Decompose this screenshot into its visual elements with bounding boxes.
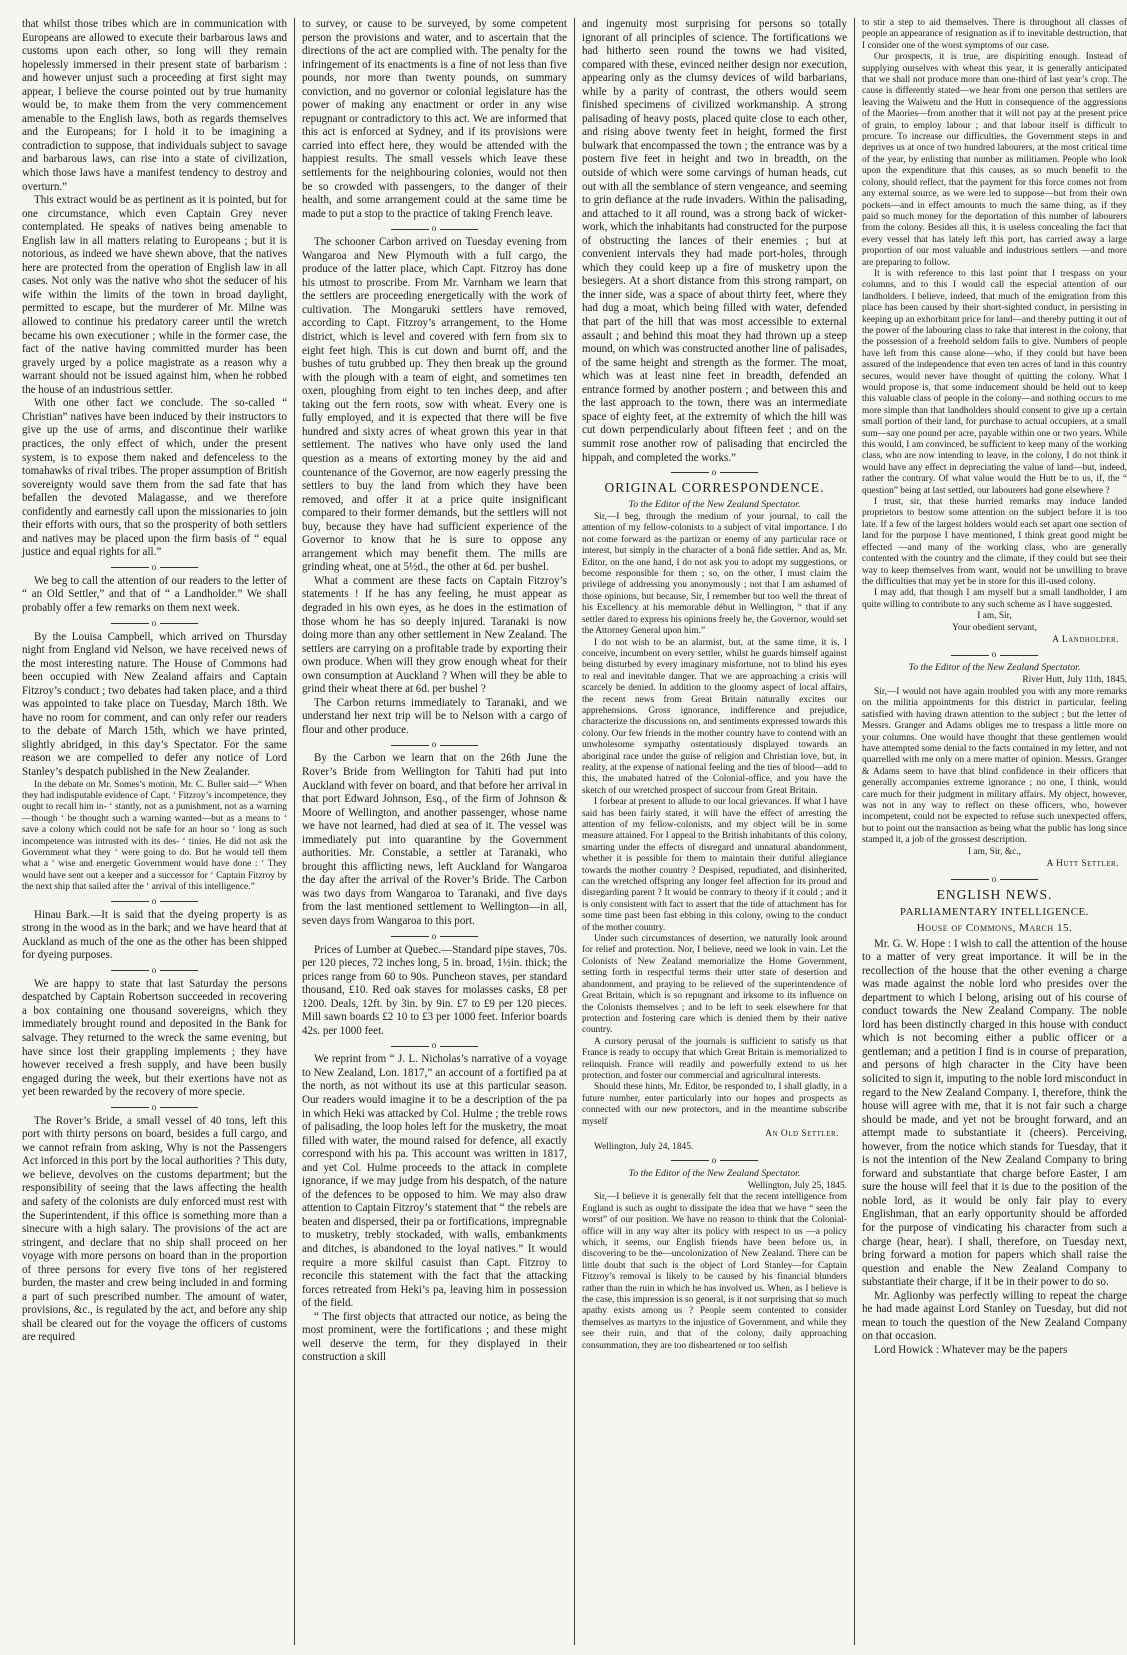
- article-paragraph: Hinau Bark.—It is said that the dyeing property is as strong in the wood as in the bark; and we have heard that at Auckland as much of the one as the other has been shipped for dyeing purposes.: [22, 908, 287, 962]
- article-paragraph: Wellington, July 24, 1845.: [594, 1141, 694, 1152]
- article-paragraph: We beg to call the attention of our readers to the letter of “ an Old Settler,” and that of “ a Landholder.” We shall probably offer a few remarks on them next week.: [22, 574, 287, 614]
- section-separator: o: [22, 1102, 287, 1112]
- column-rule: [574, 18, 575, 1645]
- article-paragraph: We reprint from “ J. L. Nicholas’s narrative of a voyage to New Zealand, Lon. 1817,” an account of a fortified pa at the north, as not without its use at this particular season. Our readers would imagine it to be a description of the pa in which Heki was attacked by Col. Hulme ; the treble rows of palisading, the loop holes left for the musketry, the moat filled with water, the mound raised for defence, all exactly correspond with his pa. This account was written in 1817, and yet Col. Hulme proceeds to the attack in complete ignorance, if we may judge from his despatch, of the nature of the defences to be opposed to him. We may also draw attention to Captain Fitzroy’s statement that “ the rebels are beaten and dispersed, their pa or fortifications, impregnable to musketry, trebly stockaded, with walls, embankments and ditches, is abandoned to the loyal natives.” It would require a more skilful casuist than Capt. Fitzroy to reconcile this statement with the fact that the attacking forces retreated from Heki’s pa, leaving him in possession of the field.: [302, 1053, 567, 1310]
- letter-signature: A Hutt Settler.: [1046, 858, 1119, 869]
- article-paragraph: “ The first objects that attracted our notice, as being the most prominent, were the fortifications ; and these might well deserve the term, for they displayed in their construction a skill: [302, 1310, 567, 1364]
- article-paragraph: I forbear at present to allude to our local grievances. If what I have said has been fairly stated, it will have the effect of arresting the attention of my fellow-colonists, and my object will be in some measure attained. For I appeal to the British inhabitants of this colony, smarting under the effects of disregard and unnatural abandonment, whether it is possible for them to maintain their dutiful allegiance towards the mother country ? Despised, repudiated, and disinherited, can the wretched offspring any longer feel affection for its proud and disregarding parent ? It would be contrary to theory if it could ; and it is only consistent with fact to assert that the tide of attachment has for some time past been fast ebbing in this colony, owing to the conduct of the mother country.: [582, 797, 847, 933]
- column-rule: [854, 18, 855, 1645]
- article-paragraph: We are happy to state that last Saturday the persons despatched by Captain Robertson succeeded in recovering a box containing one thousand sovereigns, which they immediately brought round and deposited in the Bank for salvage. They returned to the wreck the same evening, but have since lost their grappling implements ; they have however received a fresh supply, and have been busily engaged during the week, but their exertions have not as yet been rewarded by the recovery of more specie.: [22, 977, 287, 1099]
- letter-closing: Your obedient servant,: [952, 622, 1037, 633]
- column-2: [302, 18, 567, 1645]
- section-separator: o: [862, 874, 1127, 884]
- article-paragraph: Prices of Lumber at Quebec.—Standard pipe staves, 70s. per 120 pieces, 72 inches long, 5 in. broad, 1½in. thick; the prices range from 60 to 90s. Puncheon staves, per standard thousand, £10. Red oak staves for molasses casks, £8 per 1200. Deals, 12ft. by 3in. by 9in. £7 to £9 per 120 pieces. Mill sawn boards £2 10 to £3 per 1000 feet. Inferior boards 42s. per 1000 feet.: [302, 943, 567, 1037]
- section-separator: o: [302, 739, 567, 749]
- section-separator: o: [302, 1040, 567, 1050]
- article-paragraph: A cursory perusal of the journals is sufficient to satisfy us that France is ready to occupy that which Great Britain is memorialized to relinquish. France will readily and powerfully extend to us her protection, and foster our commercial and agricultural interests.: [582, 1036, 847, 1081]
- section-separator: o: [22, 896, 287, 906]
- article-paragraph: Lord Howick : Whatever may be the papers: [874, 1343, 1068, 1356]
- article-paragraph: By the Carbon we learn that on the 26th June the Rover’s Bride from Wellington for Tahiti had put into Auckland with fever on board, and that before her arrival in that port Edward Johnson, Esq., of the firm of Johnson & Moore of Wellington, and another passenger, whose name we have not learned, had died at sea of it. The vessel was immediately put into quarantine by the Government authorities. Mr. Constable, a settler at Taranaki, who brought this afflicting news, left Auckland for Wangaroa the day after the arrival of the Rover’s Bride. The Carbon was two days from Wangaroa to Taranaki, and five days from the last mentioned settlement to Wellington—in all, seven days from Wangaroa to this port.: [302, 752, 567, 927]
- article-paragraph: I may add, that though I am myself but a small landholder, I am quite willing to contribute to any such scheme as I have suggested.: [862, 588, 1127, 610]
- letter-signature: An Old Settler.: [765, 1128, 839, 1139]
- section-separator: o: [582, 1155, 847, 1165]
- section-separator: o: [302, 931, 567, 941]
- section-heading: ORIGINAL CORRESPONDENCE.: [604, 480, 825, 496]
- section-separator: o: [582, 467, 847, 477]
- section-subheading: House of Commons, March 15.: [916, 921, 1073, 934]
- article-paragraph: Sir,—I beg, through the medium of your journal, to call the attention of my fellow-colonists to a subject of vital importance. I do not come forward as the partizan or enemy of any particular race or interest, but simply in the character of a bonâ fide settler. And as, Mr. Editor, on the one hand, I do not ask you to adopt my suggestions, or become responsible for them ; so, on the other, I must claim the privilege of addressing you anonymously ; not that I am ashamed of those opinions, but because, Sir, I remember but too well the threat of his Excellency at his memorable début in Wellington, “ that if any settler dared to express his opinions freely he, the Governor, would set the Attorney General upon him.”: [582, 512, 847, 637]
- article-paragraph: Our prospects, it is true, are dispiriting enough. Instead of supplying ourselves with wheat this year, it is generally anticipated that we shall not produce more than one-third of last year’s crop. The cause is differently stated—we hear from one person that settlers are leaving the Waiwetu and the Hutt in consequence of the aggressions of the Maories—from another that it will not pay at the present price of grain, to employ labour ; and that labour itself is difficult to procure. To increase our difficulties, the Government steps in and deprives us at once of two hundred labourers, at the most critical time of the year, by enlisting that number as militiamen. People who look upon the expenditure that this causes, as so much benefit to the colony, should reflect, that the payment for this force comes not from any external source, as we were led to suppose—but from their own pockets—and in effect amounts to much the same thing, as if they paid so much money for the deportation of this number of labourers from the colony. Besides all this, it is useless concealing the fact that every vessel that has lately left this port, has carried away a large proportion of our most valuable and industrious settlers —and more are preparing to follow.: [862, 52, 1127, 268]
- letter-salutation-header: To the Editor of the New Zealand Spectator.: [908, 662, 1081, 674]
- article-paragraph: Mr. G. W. Hope : I wish to call the attention of the house to a matter of very great importance. It will be in the recollection of the house that the other evening a charge was made against the noble lord who presides over the department to which I belong, arising out of his course of conduct towards the New Zealand Company. The noble lord has been distinctly charged in this house with conduct which is not becoming either a public officer or a gentleman; and a petition I find is in course of preparation, and persons of high character in the City have been solicited to sign it, imputing to the noble lord misconduct in regard to the New Zealand Company. I, therefore, think the house will agree with me, that it is not fair such a charge should be made, and yet not be brought forward, and an attempt made to substantiate it (cheers). Perceiving, however, from the notice which stands for Tuesday, that it is not the intention of the New Zealand Company to bring forward and substantiate that charge before Easter, I am sure the house will feel that it is due to the position of the noble lord, as it would be only fair play to every Englishman, that an early opportunity should be afforded for the purpose of vindicating his character from such a charge (hear, hear). I shall, therefore, on Tuesday next, bring forward a motion for papers which shall raise the question and enable the New Zealand Company to substantiate their charge, if it be in their power to do so.: [862, 937, 1127, 1289]
- letter-salutation-header: To the Editor of the New Zealand Spectator.: [628, 1167, 801, 1179]
- article-paragraph: It is with reference to this last point that I trespass on your columns, and to this I would call the especial attention of our landholders. I believe, indeed, that much of the emigration from this place has been caused by their short-sighted conduct, in persisting in keeping up an exhorbitant price for land—and thereby putting it out of the power of the labouring class to take that interest in the colony, that the possession of a freehold seldom fails to give. Numbers of people have left from this cause alone—who, if they could but have been assured of the independence that even ten acres of land in this country secures, would never have thought of quitting the colony. What I would propose is, that some inducement should be held out to keep this valuable class of people in the colony—and nothing occurs to me more simple than that landholders should consent to give up a certain small portion of their land, for purchase to actual occupiers, at a small sum—say one pound per acre, payable within one or two years. While this would, I am convinced, be sufficient to keep many of the working class, who are now intending to leave, in the colony, I do not think it would have any effect in depreciating the value of land—but, indeed, rather the contrary. Of what value would the Hutt be to us, if, the “ question” being at last settled, our labourers had gone elsewhere ?: [862, 268, 1127, 496]
- section-separator: o: [22, 618, 287, 628]
- article-paragraph: Sir,—I believe it is generally felt that the recent intelligence from England is such as ought to dissipate the idea that we have “ seen the worst” of our position. We have no reason to think that the Colonial-office will in any way alter its policy with respect to us —a policy which, it seems, our English friends have been before us, in discovering to be the—uncolonization of New Zealand. There can be little doubt that such is the object of Lord Stanley—for Captain Fitzroy’s removal is likely to be caused by his financial blunders rather than the ruin in which he has involved us. When, as I believe is the case, this impression is so general, is it not surprising that so much apathy exists among us ? People seem contented to consider themselves as martyrs to the injustice of Government, and while they see their ruin, and that of the colony, daily approaching consummation, they are too disheartened or too selfish: [582, 1192, 847, 1351]
- dateline: River Hutt, July 11th, 1845.: [1022, 675, 1127, 686]
- article-paragraph: In the debate on Mr. Somes’s motion, Mr. C. Buller said—“ When they had indisputable evidence of Capt. ‘ Fitzroy’s incompetence, they ought to recall him in- ‘ stantly, not as a punishment, not as a warning—though ‘ be thought such a warning wanted—but as a means to ‘ save a colony which could not be safe for an hour so ‘ long as such incompetence was intrusted with its des- ‘ tinies. He did not ask the Government what they ‘ were going to do. But he would tell them what a ‘ wise and energetic Government would have done : ‘ They would have sent out a keeper and a successor for ‘ Captain Fitzroy by the next ship that sailed after the ‘ arrival of this intelligence.”: [22, 779, 287, 893]
- section-separator: o: [862, 649, 1127, 659]
- article-paragraph: Under such circumstances of desertion, we naturally look around for relief and protection. Nor, I believe, need we look in vain. Let the Colonists of New Zealand memorialize the Home Government, setting forth in respectful terms their utter state of desertion and abandonment, and praying to be relieved of the superintendence of Great Britain, which is so repugnant and irksome to its influence on the Colonists themselves ; and to be left to seek elsewhere for that protection and fostering care which is denied them by their native country.: [582, 934, 847, 1036]
- article-paragraph: Should these hints, Mr. Editor, be responded to, I shall gladly, in a future number, enter particularly into our hopes and prospects as connected with our new protectors, and in the meantime subscribe myself: [582, 1082, 847, 1127]
- article-paragraph: to survey, or cause to be surveyed, by some competent person the provisions and water, and to ascertain that the directions of the act are complied with. The penalty for the infringement of its enactments is a fine of not less than five pounds, nor more than twenty pounds, on summary conviction, and no governor or colonial legislature has the power of making any enactment or order in any wise repugnant or contradictory to this act. We are informed that this act is enforced at Sydney, and if its provisions were carried into effect here, they would be attended with the happiest results. The small vessels which leave these settlements for the neighbouring colonies, would not then be so crowded with passengers, to the danger of their health, and some arrangement could at the same time be made to put a stop to the practice of taking French leave.: [302, 18, 567, 220]
- article-paragraph: that whilst those tribes which are in communication with Europeans are allowed to execute their barbarous laws and customs upon each other, so long will they remain hopelessly immersed in their present state of barbarism : and however unjust such a proceeding at first sight may appear, I believe the course pointed out by true humanity would be, to make them from the very commencement amenable to the English laws, both as regards themselves and the Europeans; for I hold it to be imagining a contradiction to suppose, that individuals subject to savage and barbarous laws, can rise into a state of civilization, which those laws have a manifest tendency to destroy and overturn.”: [22, 18, 287, 193]
- column-4: [862, 18, 1127, 1645]
- dateline: Wellington, July 25, 1845.: [747, 1180, 847, 1191]
- article-paragraph: I trust, sir, that these hurried remarks may induce landed proprietors to bestow some attention on the subject before it is too late. If a few of the largest holders would each set apart one section of land for the purpose I have mentioned, I think great good might be effected —and many of the working class, who are generally contented with the country and the climate, if they could but see their way to keep themselves from want, would not be unwilling to brave the difficulties that may yet be in store for this ill-used colony.: [862, 497, 1127, 587]
- section-subheading: PARLIAMENTARY INTELLIGENCE.: [899, 905, 1090, 918]
- article-paragraph: to stir a step to aid themselves. There is throughout all classes of people an appearance of resignation as if to inevitable destruction, that I consider one of the worst symptoms of our case.: [862, 18, 1127, 51]
- letter-salutation-header: To the Editor of the New Zealand Spectator.: [628, 499, 801, 511]
- article-paragraph: The Rover’s Bride, a small vessel of 40 tons, left this port with thirty persons on board, besides a full cargo, and we cannot refrain from asking, Why is not the Passengers Act inforced in this port by the local authorities ? This duty, we believe, devolves on the customs department; but the responsibility of seeing that the laws affecting the health and safety of the colonists are duly enforced must rest with the Superintendent, if this office is something more than a sinecure with a high salary. The provisions of the act are stringent, and declare that no ship shall proceed on her voyage with more persons on board than in the proportion of three persons for every five tons of her registered burden, the master and crew being included in and forming a part of such prescribed number. The amount of water, provisions, &c., is regulated by the act, and before any ship shall be cleared out for the voyage the officers of customs are required: [22, 1114, 287, 1344]
- letter-closing: I am, Sir,: [977, 611, 1012, 622]
- letter-closing: I am, Sir, &c.,: [968, 846, 1021, 857]
- article-paragraph: What a comment are these facts on Captain Fitzroy’s statements ! If he has any feeling, he must appear as degraded in his own eyes, as he does in the estimation of those whom he has so deeply injured. Taranaki is now doing more than any other settlement in New Zealand. The settlers are carrying on a profitable trade by exporting their own produce. When will they grow enough wheat for their own consumption at Auckland ? When will they be able to grind their wheat there at 6d. per bushel ?: [302, 574, 567, 696]
- article-paragraph: I do not wish to be an alarmist, but, at the same time, it is, I conceive, incumbent on every settler, whilst he guards himself against being disturbed by every imaginary misfortune, not to blind his eyes to real and inevitable danger. That we are approaching a crisis will scarcely be denied. In addition to the gloomy aspect of local affairs, the recent news from Great Britain naturally excites our apprehensions. Gross ignorance, indifference and prejudice, characterize the discussions on, and sentiments expressed towards this colony. Our few friends in the mother country have to contend with an unwholesome sympathy ostentatiously displayed towards an aboriginal race under the guise of religion and Christian love, but, in reality, at the expense of national feeling and the ties of blood—add to this, the unabated hatred of the Colonial-office, and you have the sketch of our wretched prospect of succour from Great Britain.: [582, 637, 847, 796]
- section-heading: ENGLISH NEWS.: [936, 886, 1053, 902]
- article-paragraph: The schooner Carbon arrived on Tuesday evening from Wangaroa and New Plymouth with a full cargo, the produce of the latter place, which Capt. Fitzroy has done his utmost to proscribe. From Mr. Varnham we learn that the settlers are proceeding energetically with the work of cultivation. The Mongaruki settlers have removed, according to Capt. Fitzroy’s arrangement, to the Home district, which is level and covered with fern from six to eight feet high. This is cut down and burnt off, and the bushes of tutu grubbed up. They then break up the ground with the plough with a team of eight, and sometimes ten oxen, ploughing from eight to ten inches deep, and after taking out the fern roots, sow with wheat. Every one is fully employed, and it is expected that there will be five hundred and sixty acres of wheat grown this year in that settlement. The natives who have only used the land question as a means of extorting money by the aid and countenance of the Governor, are now eagerly pressing the settlers to buy the land from which they have been removed, and offer it at a price quite insignificant compared to their former demands, but the settlers will not buy, because they have had sufficient experience of the Governor to know that he is sure to oppose any arrangement which may benefit them. The mills are grinding wheat, one at 5½d., the other at 6d. per bushel.: [302, 236, 567, 574]
- article-paragraph: Sir,—I would not have again troubled you with any more remarks on the militia appointments for this district in particular, feeling satisfied with having drawn attention to the subject ; but the letter of Messrs. Granger and Adams obliges me to trespass a little more on your columns. One would have thought that these gentlemen would have attempted some denial to the facts contained in my letter, and not quarrelled with me only on a mere matter of opinion. Messrs. Granger & Adams seem to have that blind confidence in their officers that generally accompanies extreme ignorance ; no one, I think, would care much for their judgment in military affairs. My object, however, was not in any way to reflect on these officers, who, however incompetent, could not be expected to refuse such unexpected offers, but to point out the transaction as being what the public has long since stamped it, a job of the grossest description.: [862, 686, 1127, 846]
- article-paragraph: With one other fact we conclude. The so-called “ Christian” natives have been induced by their instructors to give up the use of arms, and discontinue their warlike practices, the only effect of which, under the present system, is to expose them naked and defenceless to the tomahawks of rival tribes. The proper assumption of British sovereignty would save them from the sad fate that has befallen the devoted Malagasse, and we therefore confidently and earnestly call upon the missionaries to join their efforts with ours, that so the prosperity of both settlers and natives may be placed upon the firm basis of “ equal justice and equal rights for all.”: [22, 397, 287, 559]
- section-separator: o: [22, 562, 287, 572]
- section-separator: o: [22, 965, 287, 975]
- column-1: [22, 18, 287, 1645]
- column-3: [582, 18, 847, 1645]
- letter-signature: A Landholder.: [1052, 634, 1119, 645]
- article-paragraph: The Carbon returns immediately to Taranaki, and we understand her next trip will be to Nelson with a cargo of flour and other produce.: [302, 696, 567, 736]
- article-paragraph: and ingenuity most surprising for persons so totally ignorant of all principles of science. The fortifications we had hitherto seen round the towns we had visited, compared with these, evinced neither design nor execution, appearing only as the clumsy devices of wild barbarians, while by a parity of contrast, the others would seem finished specimens of civilized workmanship. A strong palisading of heavy posts, placed quite close to each other, and rising above twenty feet in height, formed the first bulwark that encompassed the town ; the entrance was by a postern five feet in height and two in breadth, on the outside of which were some carvings of human heads, cut out with all the semblance of stern vengeance, and seeming to grin defiance at the rude invaders. Within the palisading, and attached to it all round, was a strong back of wicker-work, which the inhabitants had constructed for the purpose of obstructing the lances of their enemies ; but at convenient intervals they had made port-holes, through which they could keep up a fire of musketry upon the besiegers. At a short distance from this strong rampart, on the inner side, was a space of about thirty feet, where they had dug a moat, which being filled with water, defended that part of the hill that was most accessible to external assault ; and behind this moat they had thrown up a steep mound, on which was constructed another line of palisades, of the same height and strength as the former. The moat, which was at least nine feet in breadth, defended an entrance formed by another postern ; and between this and the last approach to the town, there was an intermediate space of eighty feet, at the extremity of which the hill was cut down perpendicularly about fifteen feet ; and on the summit rose another row of palisading that encircled the hippah, and completed the works.”: [582, 18, 847, 464]
- article-paragraph: By the Louisa Campbell, which arrived on Thursday night from England vid Nelson, we have received news of the most interesting nature. The House of Commons had been occupied with New Zealand affairs and Captain Fitzroy’s conduct ; two debates had taken place, and a third was appointed to take place on Tuesday, March 18th. We have no room for comment, and can only refer our readers to the debate of March 15th, which we have printed, slightly abridged, in this day’s Spectator. For the same reason we are compelled to defer any notice of Lord Stanley’s despatch published in the New Zealander.: [22, 630, 287, 778]
- article-paragraph: This extract would be as pertinent as it is pointed, but for one circumstance, which even Captain Grey never contemplated. He speaks of natives being amenable to English law in all matters relating to Europeans ; but it is notorious, as indeed we have shewn above, that the natives here are protected from the operation of English law in all cases. Not only was the native who shot the seducer of his wife within the limits of the town in broad daylight, permitted to escape, but the murderer of Mr. Milne was allowed to continue his predatory career until the wretch became his own executioner ; while in the former case, the fact of the native having committed murder has been gravely urged by a police magistrate as a reason why a warrant should not be issued against him, when he robbed the house of an industrious settler.: [22, 194, 287, 396]
- article-paragraph: Mr. Aglionby was perfectly willing to repeat the charge he had made against Lord Stanley on Tuesday, but did not mean to touch the question of the New Zealand Company on that occasion.: [862, 1289, 1127, 1343]
- section-separator: o: [302, 223, 567, 233]
- column-rule: [294, 18, 295, 1645]
